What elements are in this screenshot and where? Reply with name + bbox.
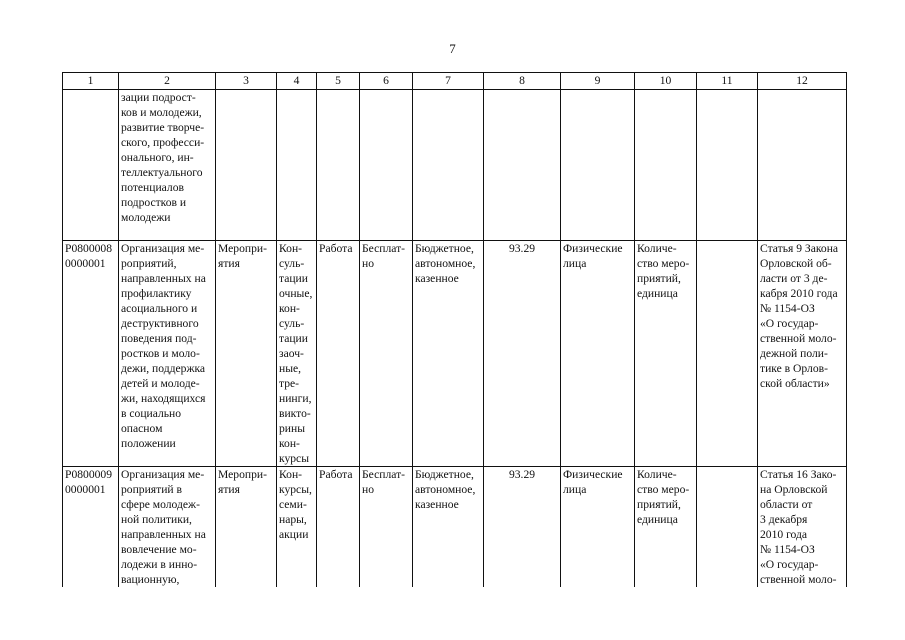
- table-cell: [413, 90, 484, 241]
- column-header: 12: [758, 73, 847, 90]
- table-cell: [360, 90, 413, 241]
- column-header: 9: [561, 73, 635, 90]
- legal-basis-cell: Статья 9 Закона Орловской об- ласти от 3 де- кабря 2010 года № 1154-ОЗ «О государ- ственной моло- дежной поли- тике в Орлов- ской области»: [758, 241, 847, 467]
- table-cell: Кон- суль- тации очные, кон- суль- тации заоч- ные, тре- нинги, викто- рины кон- курсы: [277, 241, 317, 467]
- column-header: 4: [277, 73, 317, 90]
- legal-basis-cell: Статья 16 Зако- на Орловской области от 3 декабря 2010 года № 1154-ОЗ «О государ- ственной моло-: [758, 467, 847, 588]
- okved-code-cell: 93.29: [484, 467, 561, 588]
- table-cell: Физические лица: [561, 241, 635, 467]
- table-row: [63, 90, 847, 241]
- table-cell: Физические лица: [561, 467, 635, 588]
- table-cell: [697, 467, 758, 588]
- column-header: 11: [697, 73, 758, 90]
- table-cell: [317, 90, 360, 241]
- table-cell: [561, 90, 635, 241]
- table-cell: Бюджетное, автономное, казенное: [413, 467, 484, 588]
- table-cell: Количе- ство меро- приятий, единица: [635, 241, 697, 467]
- table-cell: [635, 90, 697, 241]
- table-cell: Кон- курсы, семи- нары, акции: [277, 467, 317, 588]
- services-table: [62, 72, 847, 587]
- table-cell: Бесплат- но: [360, 467, 413, 588]
- service-name-cell: Организация ме- роприятий, направленных на профилактику асоциального и деструктивного поведения под- ростков и моло- дежи, поддержка детей и молоде- жи, находящихся в социально опасном положении: [119, 241, 216, 467]
- column-header: 10: [635, 73, 697, 90]
- table-cell: [216, 90, 277, 241]
- table-cell: [277, 90, 317, 241]
- okved-code-cell: 93.29: [484, 241, 561, 467]
- table-cell: [697, 241, 758, 467]
- table-cell: [697, 90, 758, 241]
- table-cell: Бесплат- но: [360, 241, 413, 467]
- service-code-cell: Р0800008 0000001: [63, 241, 119, 467]
- table-cell: Работа: [317, 467, 360, 588]
- table-cell: [758, 90, 847, 241]
- table-cell: Меропри- ятия: [216, 467, 277, 588]
- table-cell: Бюджетное, автономное, казенное: [413, 241, 484, 467]
- column-header: 3: [216, 73, 277, 90]
- table-cell: Количе- ство меро- приятий, единица: [635, 467, 697, 588]
- page-number: 7: [449, 41, 456, 56]
- table-cell: зации подрост- ков и молодежи, развитие творче- ского, професси- онального, ин- теллектуального потенциалов подростков и молодежи: [119, 90, 216, 241]
- table-row: [63, 467, 847, 588]
- service-code-cell: Р0800009 0000001: [63, 467, 119, 588]
- column-header: 6: [360, 73, 413, 90]
- table-cell: [63, 90, 119, 241]
- table-cell: [484, 90, 561, 241]
- column-header: 8: [484, 73, 561, 90]
- column-header: 7: [413, 73, 484, 90]
- column-header: 5: [317, 73, 360, 90]
- column-header: 2: [119, 73, 216, 90]
- table-cell: Меропри- ятия: [216, 241, 277, 467]
- table-cell: Работа: [317, 241, 360, 467]
- table-header-row: [63, 73, 847, 90]
- service-name-cell: Организация ме- роприятий в сфере молодеж- ной политики, направленных на вовлечение мо- лодежи в инно- вационную,: [119, 467, 216, 588]
- column-header: 1: [63, 73, 119, 90]
- table-row: [63, 241, 847, 467]
